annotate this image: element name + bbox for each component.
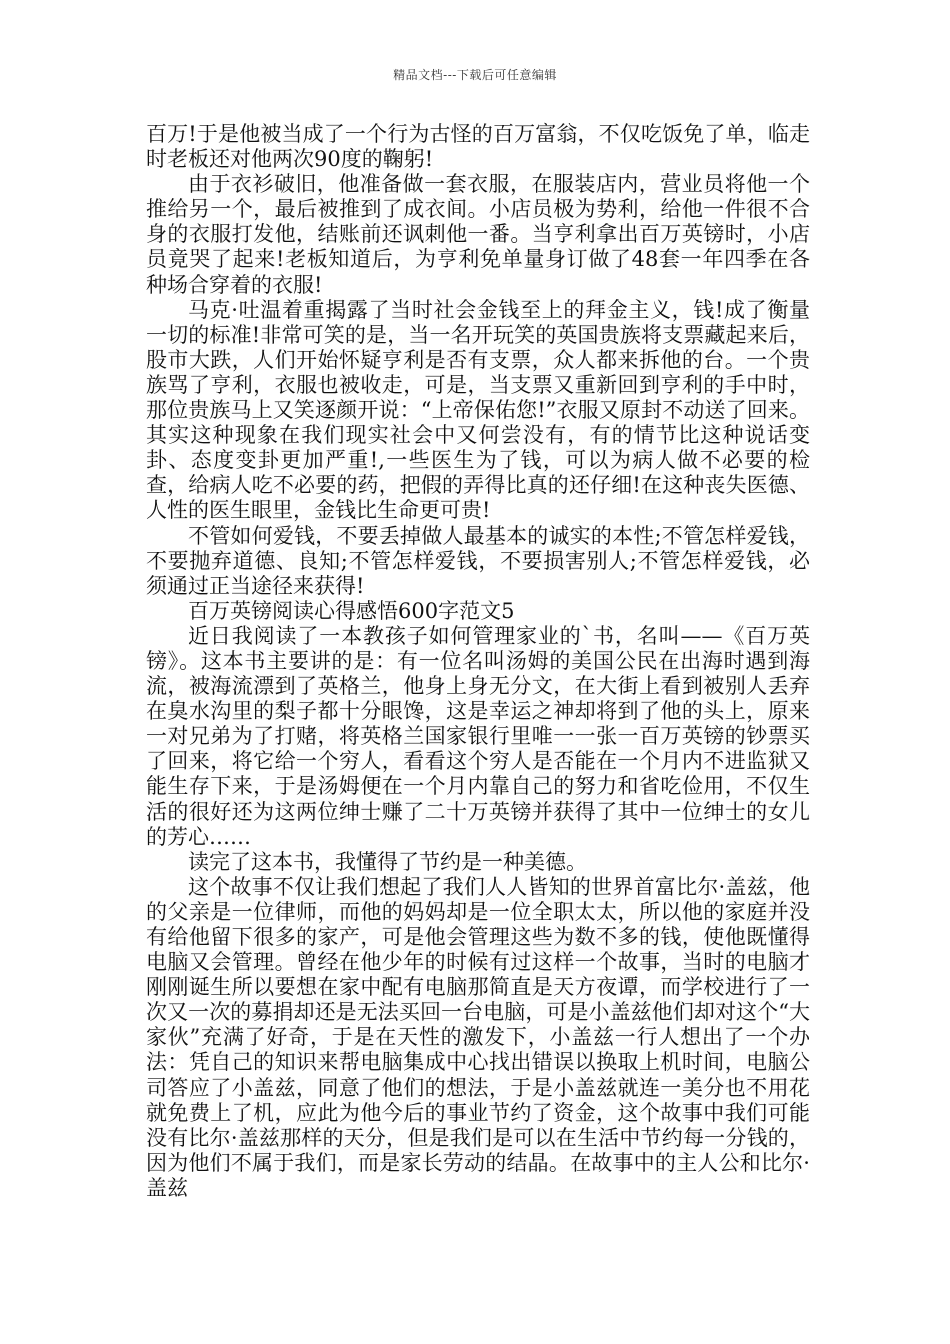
document-body [146,122,810,1201]
section-title: 百万英镑阅读心得感悟600字范文5 [188,598,515,623]
paragraph: 马克·吐温着重揭露了当时社会金钱至上的拜金主义，钱!成了衡量一切的标准!非常可笑的是，当一名开玩笑的英国贵族将支票藏起来后，股市大跌，人们开始怀疑亨利是否有支票，众人都来拆他的台。一个贵族骂了亨利，衣服也被收走，可是，当支票又重新回到亨利的手中时，那位贵族马上又笑逐颜开说：“上帝保佑您!”衣服又原封不动送了回来。其实这种现象在我们现实社会中又何尝没有，有的情节比这种说话变卦、态度变卦更加严重!,一些医生为了钱，可以为病人做不必要的检查，给病人吃不必要的药，把假的弄得比真的还仔细!在这种丧失医德、人性的医生眼里，金钱比生命更可贵! [146,297,810,523]
paragraph: 读完了这本书，我懂得了节约是一种美德。 [188,849,587,874]
paragraph: 这个故事不仅让我们想起了我们人人皆知的世界首富比尔·盖兹，他的父亲是一位律师，而他的妈妈却是一位全职太太，所以他的家庭并没有给他留下很多的家产，可是他会管理这些为数不多的钱，使他既懂得电脑又会管理。曾经在他少年的时候有过这样一个故事，当时的电脑才刚刚诞生所以要想在家中配有电脑那简直是天方夜谭，而学校进行了一次又一次的募捐却还是无法买回一台电脑，可是小盖兹他们却对这个“大家伙”充满了好奇，于是在天性的激发下，小盖兹一行人想出了一个办法：凭自己的知识来帮电脑集成中心找出错误以换取上机时间，电脑公司答应了小盖兹，同意了他们的想法，于是小盖兹就连一美分也不用花就免费上了机，应此为他今后的事业节约了资金，这个故事中我们可能没有比尔·盖兹那样的天分，但是我们是可以在生活中节约每一分钱的，因为他们不属于我们，而是家长劳动的结晶。在故事中的主人公和比尔·盖兹 [146,874,810,1200]
paragraph: 百万!于是他被当成了一个行为古怪的百万富翁，不仅吃饭免了单，临走时老板还对他两次90度的鞠躬! [146,122,810,172]
page-header: 精品文档---下载后可任意编辑 [393,68,557,82]
paragraph: 由于衣衫破旧，他准备做一套衣服，在服装店内，营业员将他一个推给另一个，最后被推到了成衣间。小店员极为势利，给他一件很不合身的衣服打发他，结账前还讽刺他一番。当亨利拿出百万英镑时，小店员竟哭了起来!老板知道后，为亨利免单量身订做了48套一年四季在各种场合穿着的衣服! [146,172,810,297]
paragraph: 不管如何爱钱，不要丢掉做人最基本的诚实的本性;不管怎样爱钱，不要抛弃道德、良知;不管怎样爱钱，不要损害别人;不管怎样爱钱，必须通过正当途径来获得! [146,523,810,598]
paragraph: 近日我阅读了一本教孩子如何管理家业的`书，名叫——《百万英镑》。这本书主要讲的是：有一位名叫汤姆的美国公民在出海时遇到海流，被海流漂到了英格兰，他身上身无分文，在大街上看到被别人丢弃在臭水沟里的梨子都十分眼馋，这是幸运之神却将到了他的头上，原来一对兄弟为了打赌，将英格兰国家银行里唯一一张一百万英镑的钞票买了回来，将它给一个穷人，看看这个穷人是否能在一个月内不进监狱又能生存下来，于是汤姆便在一个月内靠自己的努力和省吃俭用，不仅生活的很好还为这两位绅士赚了二十万英镑并获得了其中一位绅士的女儿的芳心…… [146,623,810,849]
